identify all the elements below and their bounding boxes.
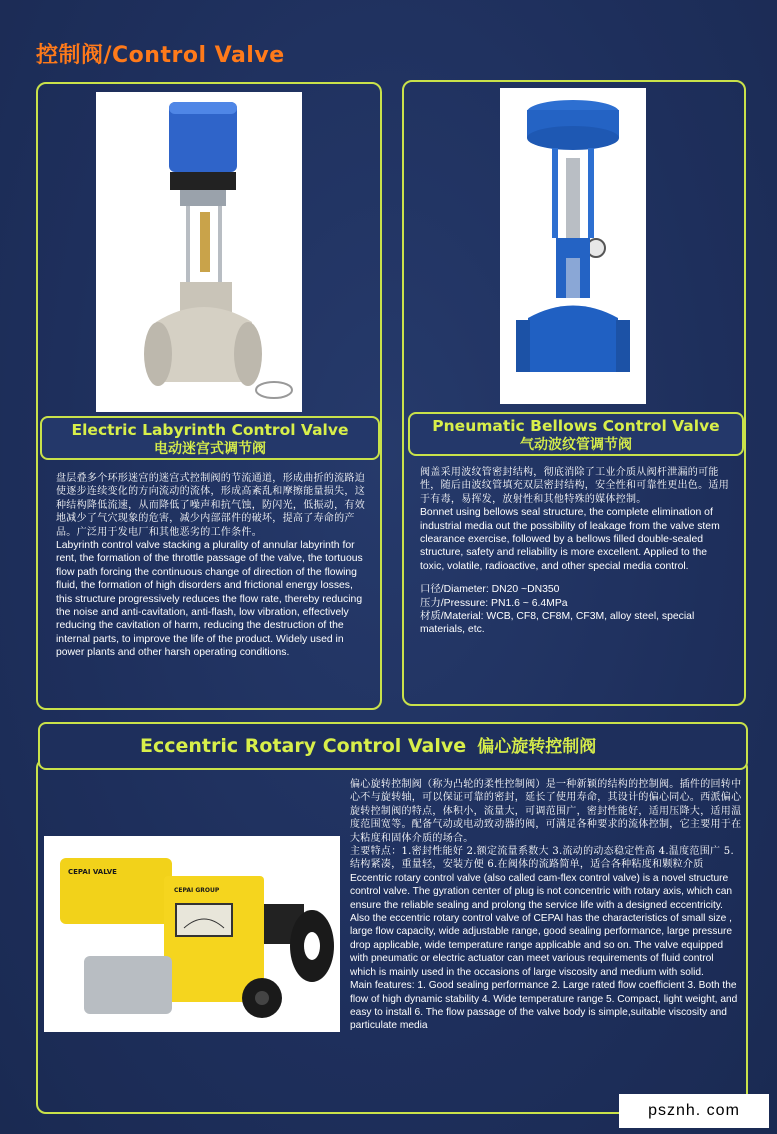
watermark: psznh. com [619, 1094, 769, 1128]
spec-pressure: 压力/Pressure: PN1.6 ~ 6.4MPa [420, 597, 568, 609]
electric-labyrinth-valve-photo [96, 92, 302, 412]
product-label [40, 416, 380, 460]
description-en: Bonnet using bellows seal structure, the complete elimination of industrial media out the possibility of leakage from the valve stem clearance exercise, followed by a bellows filled double-sealed structure, safety and reliability is more excellent. Applied to the toxic, volatile, radioactive, and other special media control. [420, 507, 720, 572]
product-name-en: Pneumatic Bellows Control Valve [432, 417, 720, 435]
product-name-cn: 电动迷宫式调节阀 [154, 441, 266, 457]
features-cn: 主要特点：1.密封性能好 2.额定流量系数大 3.流动的动态稳定性高 4.温度范围广 5.结构紧凑，重量轻，安装方便 6.在阀体的流路简单，适合各种粘度和颗粒介质 [350, 846, 734, 871]
product-name-cn: 气动波纹管调节阀 [520, 437, 632, 453]
description-cn: 盘层叠多个环形迷宫的迷宫式控制阀的节流通道，形成曲折的流路迫使逐步连续变化的方向流动的流体，形成高紊乱和摩擦能量损失，这种结构降低流速，从而降低了噪声和抗气蚀，防闪光，低振动，有效地减少了气穴现象的危害，减少内部部件的破坏，提高了寿命的产品。广泛用于发电厂和其他恶劣的工作条件。 [56, 473, 365, 538]
description-cn: 偏心旋转控制阀（称为凸轮的柔性控制阀）是一种新颖的结构的控制阀。插件的回转中心不与旋转轴，可以保证可靠的密封，延长了使用寿命，其设计的偏心同心。西派偏心旋转控制阀的特点，体积小，流量大，可调范围广，密封性能好，适用压降大，适用温度范围宽等。配备气动或电动致动器的阀，可满足各种要求的流体控制，它主要用于在大粘度和固体介质的场合。 [350, 779, 742, 844]
valve-illustration [96, 92, 302, 412]
features-en: Main features: 1. Good sealing performance 2. Large rated flow coefficient 3. Both the flow of high dynamic stability 4. Wide temperature range 5. Compact, light weight, and easy to install 6. The flow passage of the valve body is simple,suitable viscosity and particulate media [350, 980, 738, 1032]
photo-brand-label: CEPAI VALVE [68, 868, 117, 876]
product-name-cn: 偏心旋转控制阀 [477, 737, 597, 757]
description-en: Eccentric rotary control valve (also called cam-flex control valve) is a novel structure control valve. The gyration center of plug is not concentric with rotary axis, which can ensure the reliable sealing and prolong the service life with a designed eccentricity. Also the eccentric rotary control valve of CEPAI has the characteristics of small size , large flow capacity, wide adjustable range, good sealing performance, large pressure drop applicable, wide temperature range applicable and so on. The valve equipped with pneumatic or electric actuator can meet various requirements of fluid control which is mainly used in the occasions of large viscosity and medium with solid. [350, 872, 733, 978]
product-description [350, 778, 742, 1033]
spec-diameter: 口径/Diameter: DN20 ~DN350 [420, 584, 560, 596]
photo-brand2-label: CEPAI GROUP [174, 887, 220, 894]
product-label [38, 722, 748, 770]
valve-illustration [500, 88, 646, 404]
product-description [420, 466, 734, 637]
valve-illustration [44, 836, 340, 1032]
product-name-en: Eccentric Rotary Control Valve [140, 735, 467, 757]
description-cn: 阀盖采用波纹管密封结构，彻底消除了工业介质从阀杆泄漏的可能性，随后由波纹管填充双层密封结构，安全性和可靠性更出色。适用于有毒，易挥发，放射性和其他特殊的媒体控制。 [420, 467, 729, 505]
eccentric-rotary-valve-photo [44, 836, 340, 1032]
spec-material: 材质/Material: WCB, CF8, CF8M, CF3M, alloy steel, special materials, etc. [420, 611, 695, 636]
page-title: 控制阀/Control Valve [36, 43, 285, 68]
product-name-en: Electric Labyrinth Control Valve [71, 421, 349, 439]
pneumatic-bellows-valve-photo [500, 88, 646, 404]
product-description [56, 472, 368, 660]
description-en: Labyrinth control valve stacking a plurality of annular labyrinth for rent, the formation of the throttle passage of the valve, the tortuous flow path forcing the continuous change of direction of the flowing fluid, the formation of high disorders and frictional energy losses, this structure progressively reduces the flow rate, thereby reducing the noise and anti-cavitation, anti-flash, low vibration, effectively reducing the cavitation of harm, reducing the destruction of the internal parts, to improve the life of the product. Widely used in power plants and other harsh operating conditions. [56, 540, 363, 659]
product-label [408, 412, 744, 456]
